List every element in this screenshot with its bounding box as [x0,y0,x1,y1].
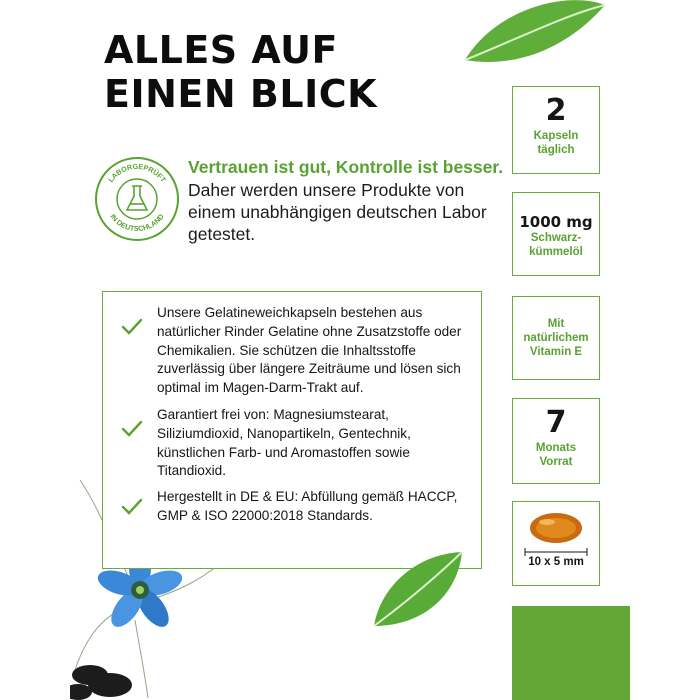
accent-block [512,606,630,700]
page-title: ALLES AUF EINEN BLICK [104,28,378,116]
lab-tested-seal [94,156,180,242]
flask-icon [127,186,147,210]
intro-lead: Vertrauen ist gut, Kontrolle ist besser. [188,157,504,177]
check-icon [121,420,143,438]
capsule-icon [527,510,585,546]
intro-body: Daher werden unsere Produkte von einem unabhängigen deutschen Labor getestet. [188,180,487,244]
feature-text: Hergestellt in DE & EU: Abfüllung gemäß HACCP, GMP & ISO 22000:2018 Standards. [157,489,458,523]
feature-text: Unsere Gelatineweichkapseln bestehen aus natürlicher Rinder Gelatine ohne Zusatzstoffe oder Chemikalien. Sie schützen die Inhaltsstoffe zuverlässig über längere Zeiträume und lösen sich optimal im Magen-Darm-Trakt auf. [157,305,462,396]
badge-supply: 7 Monats Vorrat [512,398,600,484]
badge-size [512,501,600,586]
check-icon [121,318,143,336]
leaf-bottom-icon [370,548,466,630]
features-box [102,291,482,569]
leaf-top-icon [455,0,615,70]
intro-text [188,156,504,245]
feature-text: Garantiert frei von: Magnesiumstearat, Siliziumdioxid, Nanopartikeln, Gentechnik, künstlichen Farb- und Aromastoffen sowie Titandioxid. [157,407,411,479]
check-icon [121,498,143,516]
dimension-line [521,548,591,556]
svg-text:LABORGEPRÜFT: LABORGEPRÜFT [106,161,168,184]
badge-vitamin: Mit natürlichem Vitamin E [512,296,600,380]
badge-oil: 1000 mg Schwarz- kümmelöl [512,192,600,276]
svg-text:IN DEUTSCHLAND: IN DEUTSCHLAND [108,212,166,234]
badge-capsules: 2 Kapseln täglich [512,86,600,174]
capsule-size-label: 10 x 5 mm [528,556,584,568]
